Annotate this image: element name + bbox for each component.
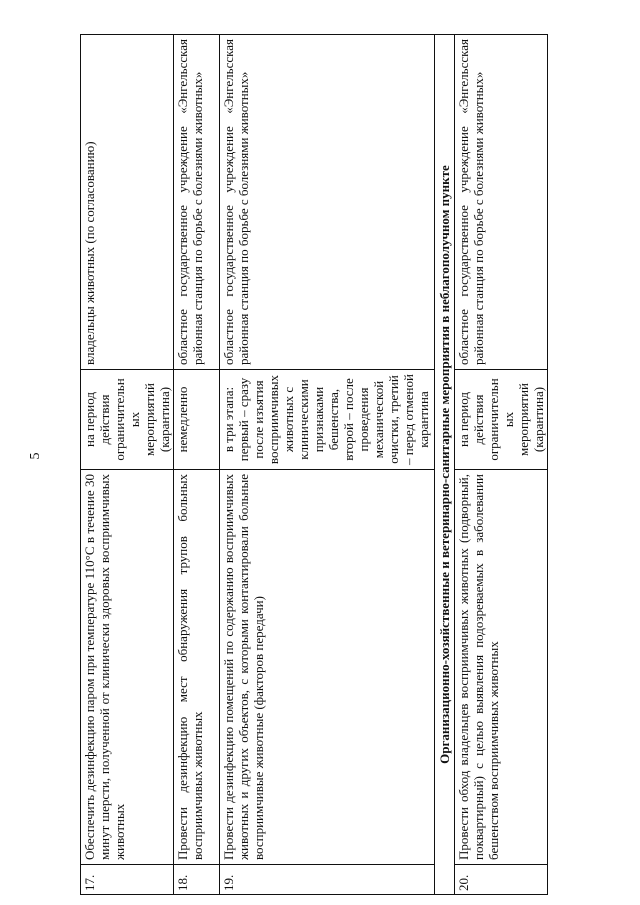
measures-table <box>80 34 548 895</box>
term-text: в три этапа: первый – сразу после изъятия восприимчивых животных с клиническими признаками бешенства, второй – после проведения механической очистки, третий – перед отменой карантина <box>220 370 435 470</box>
table-container <box>80 35 546 895</box>
measure-text: Провести обход владельцев восприимчивых животных (подворный, поквартирный) с целью выявления подозреваемых в заболевании бешенством восприимчивых животных <box>455 470 548 865</box>
table-row <box>455 35 548 895</box>
section-title: Организационно-хозяйственные и ветеринарно-санитарные мероприятия в неблагополучном пункте <box>435 35 455 895</box>
row-number: 19. <box>220 865 435 895</box>
row-number: 20. <box>455 865 548 895</box>
table-row <box>174 35 220 895</box>
executor-text: владельцы животных (по согласованию) <box>81 35 174 370</box>
table-row <box>81 35 174 895</box>
measure-text: Провести дезинфекцию мест обнаружения трупов больных восприимчивых животных <box>174 470 220 865</box>
row-number: 18. <box>174 865 220 895</box>
page-number: 5 <box>28 452 43 460</box>
executor-text: областное государственное учреждение «Энгельсская районная станция по борьбе с болезнями животных» <box>455 35 548 370</box>
term-text: на период действия ограничительных мероприятий (карантина) <box>81 370 174 470</box>
executor-text: областное государственное учреждение «Энгельсская районная станция по борьбе с болезнями животных» <box>174 35 220 370</box>
executor-text: областное государственное учреждение «Энгельсская районная станция по борьбе с болезнями животных» <box>220 35 435 370</box>
table-row <box>220 35 435 895</box>
rotated-table <box>80 35 546 895</box>
term-text: немедленно <box>174 370 220 470</box>
section-header-row <box>435 35 455 895</box>
measure-text: Провести дезинфекцию помещений по содержанию восприимчивых животных и других объектов, с которыми контактировали больные восприимчивые животные (факторов передачи) <box>220 470 435 865</box>
row-number: 17. <box>81 865 174 895</box>
measure-text: Обеспечить дезинфекцию паром при температуре 110°С в течение 30 минут шерсти, полученной от клинически здоровых восприимчивых животных <box>81 470 174 865</box>
term-text: на период действия ограничительных мероприятий (карантина) <box>455 370 548 470</box>
